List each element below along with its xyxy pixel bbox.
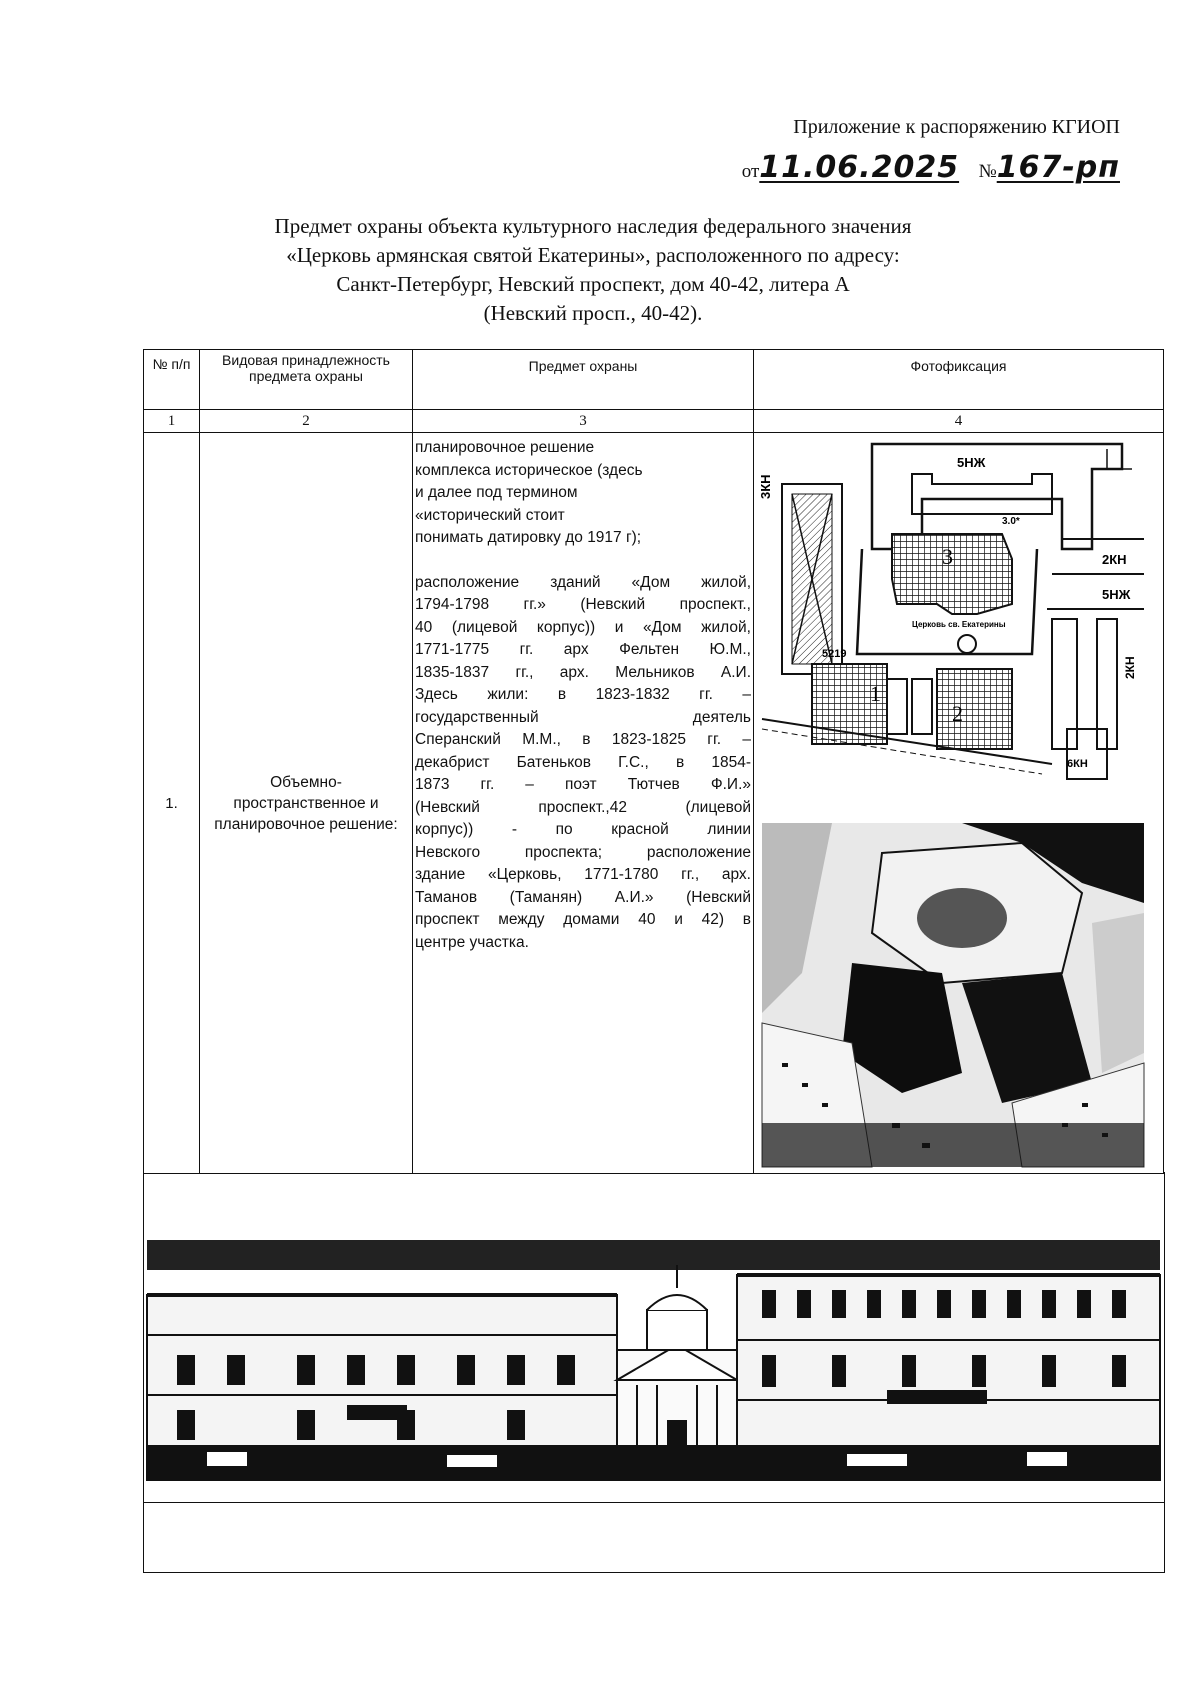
- row-photos: [754, 433, 1164, 1174]
- order-date: 11.06.2025: [759, 150, 960, 185]
- map-label-top: 5НЖ: [957, 455, 986, 470]
- subject-line: и далее под термином: [415, 484, 578, 501]
- header-subject: Предмет охраны: [413, 350, 754, 410]
- map-label-church-number: 3: [942, 544, 953, 569]
- column-number-4: 4: [754, 410, 1164, 433]
- street-view-photo: [147, 1240, 1160, 1480]
- map-label-church: Церковь св. Екатерины: [912, 620, 1006, 629]
- map-label-front-1: 1: [870, 681, 881, 706]
- title-line: Предмет охраны объекта культурного наследия федерального значения: [274, 214, 912, 238]
- row-subject: [413, 433, 754, 1174]
- appendix-line: Приложение к распоряжению КГИОП: [793, 116, 1120, 138]
- document-title: [140, 212, 1046, 328]
- subject-line: Здесь жили: в 1823-1832 гг. –: [415, 686, 751, 703]
- subject-line: Таманов (Таманян) А.И.» (Невский: [415, 888, 751, 906]
- map-label-right-vertical: 2КН: [1123, 656, 1137, 679]
- header-photo: Фотофиксация: [754, 350, 1164, 410]
- date-prefix: от: [741, 161, 760, 182]
- subject-line: 1835-1837 гг., арх. Мельников А.И.: [415, 663, 751, 681]
- map-label-area: 5219: [822, 648, 847, 660]
- subject-line: расположение зданий «Дом жилой,: [415, 573, 751, 591]
- subject-line: планировочное решение: [415, 439, 595, 456]
- map-label-front-2: 2: [952, 701, 963, 726]
- map-label-left: 3КН: [758, 474, 773, 499]
- row-number: 1.: [144, 433, 200, 1174]
- subject-line: комплекса историческое (здесь: [415, 461, 643, 479]
- subject-line: Невского проспекта; расположение: [415, 843, 751, 861]
- order-number: 167-рп: [996, 150, 1120, 185]
- subject-line: 40 (лицевой корпус)) и «Дом жилой,: [415, 618, 751, 636]
- subject-line: 1794-1798 гг.» (Невский проспект.,: [415, 596, 751, 613]
- column-number-1: 1: [144, 410, 200, 433]
- header-category: Видовая принадлежность предмета охраны: [200, 350, 413, 410]
- site-plan-svg: [758, 439, 1144, 809]
- title-line: (Невский просп., 40-42).: [483, 301, 703, 325]
- header-number: № п/п: [144, 350, 200, 410]
- bottom-rule: [144, 1502, 1164, 1503]
- map-label-bottom-right: 6КН: [1067, 758, 1088, 770]
- aerial-photo: [762, 823, 1144, 1167]
- subject-line: корпус)) - по красной линии: [415, 821, 751, 838]
- subject-line: декабрист Батеньков Г.С., в 1854-: [415, 753, 751, 771]
- subject-line: здание «Церковь, 1771-1780 гг., арх.: [415, 866, 751, 883]
- subject-line: государственный деятель: [415, 708, 751, 726]
- row-category: Объемно-пространственное и планировочное решение:: [200, 433, 413, 1174]
- number-prefix: №: [978, 161, 997, 182]
- street-photo-frame: [143, 1172, 1165, 1573]
- subject-line: Сперанский М.М., в 1823-1825 гг. –: [415, 731, 751, 748]
- subject-line: 1771-1775 гг. арх Фельтен Ю.М.,: [415, 641, 751, 658]
- site-plan-map: [758, 439, 1144, 809]
- column-number-2: 2: [200, 410, 413, 433]
- map-label-right-mid: 5НЖ: [1102, 587, 1131, 602]
- map-label-right-top: 2КН: [1102, 552, 1127, 567]
- subject-line: проспект между домами 40 и 42) в: [415, 911, 751, 928]
- street-view-svg: [147, 1240, 1160, 1480]
- order-date-number: [0, 150, 1120, 185]
- map-label-annotation: 3.0*: [1002, 516, 1020, 527]
- aerial-photo-svg: [762, 823, 1144, 1167]
- subject-line: центре участка.: [415, 933, 529, 951]
- column-number-3: 3: [413, 410, 754, 433]
- subject-line: 1873 гг. – поэт Тютчев Ф.И.»: [415, 776, 751, 793]
- subject-line: (Невский проспект.,42 (лицевой: [415, 798, 751, 816]
- title-line: «Церковь армянская святой Екатерины», расположенного по адресу:: [286, 243, 900, 267]
- protection-subject-table: [143, 349, 1164, 1174]
- subject-line: «исторический стоит: [415, 506, 565, 524]
- title-line: Санкт-Петербург, Невский проспект, дом 40-42, литера А: [336, 272, 850, 296]
- subject-line: понимать датировку до 1917 г);: [415, 529, 642, 546]
